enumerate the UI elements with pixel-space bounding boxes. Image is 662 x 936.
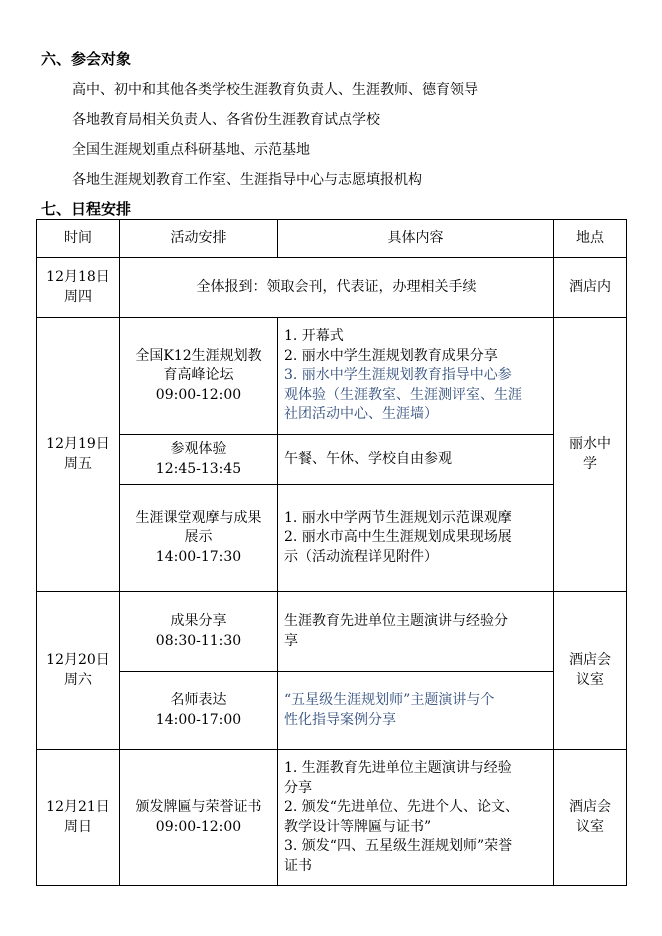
table-row <box>37 592 627 672</box>
attendee-item: 各地教育局相关负责人、各省份生涯教育试点学校 <box>72 112 380 128</box>
activity-time: 08:30-11:30 <box>155 632 242 649</box>
activity-time: 14:00-17:00 <box>155 711 242 728</box>
content-line: 社团活动中心、生涯墙） <box>284 406 438 423</box>
header-content: 具体内容 <box>278 220 554 258</box>
schedule-table <box>36 219 627 886</box>
content-line: “五星级生涯规划师”主题演讲与个 <box>284 692 495 708</box>
content-line: 1. 丽水中学两节生涯规划示范课观摩 <box>284 509 512 526</box>
header-time: 时间 <box>37 220 120 258</box>
place-line: 丽水中 <box>569 436 611 452</box>
content-line: 1. 开幕式 <box>284 328 344 345</box>
content-cell <box>278 750 554 886</box>
activity-time: 14:00-17:30 <box>155 548 242 565</box>
content-cell: 午餐、午休、学校自由参观 <box>278 435 554 485</box>
attendee-item: 各地生涯规划教育工作室、生涯指导中心与志愿填报机构 <box>72 172 422 188</box>
table-row <box>37 672 627 750</box>
date: 12月18日 <box>46 269 110 285</box>
table-row <box>37 318 627 435</box>
date: 12月20日 <box>46 652 110 668</box>
date-cell <box>37 592 120 750</box>
attendee-item: 全国生涯规划重点科研基地、示范基地 <box>72 142 310 158</box>
table-row <box>37 485 627 592</box>
section-title-schedule: 七、日程安排 <box>41 200 132 218</box>
header-place: 地点 <box>554 220 627 258</box>
activity-name: 育高峰论坛 <box>163 367 234 384</box>
weekday: 周六 <box>64 671 92 688</box>
place-line: 酒店会 <box>569 652 611 668</box>
place-line: 酒店会 <box>569 799 611 815</box>
activity-cell <box>120 318 278 435</box>
content-line: 性化指导案例分享 <box>284 711 396 728</box>
table-row <box>37 258 627 318</box>
section-title-attendees: 六、参会对象 <box>41 50 132 68</box>
table-row <box>37 750 627 886</box>
content-line: 3. 丽水中学生涯规划教育指导中心参 <box>284 367 512 384</box>
table-header-row <box>37 220 627 258</box>
activity-name: 名师表达 <box>170 692 227 708</box>
activity-name: 参观体验 <box>170 441 227 457</box>
activity-name: 展示 <box>184 529 213 546</box>
activity-name: 颁发牌匾与荣誉证书 <box>135 799 262 815</box>
content-line: 享 <box>284 632 298 649</box>
weekday: 周五 <box>64 455 92 472</box>
activity-cell <box>120 435 278 485</box>
activity-cell <box>120 592 278 672</box>
content-line: 3. 颁发“四、五星级生涯规划师”荣誉 <box>284 838 513 854</box>
attendee-item: 高中、初中和其他各类学校生涯教育负责人、生涯教师、德育领导 <box>72 82 478 98</box>
date-cell <box>37 750 120 886</box>
place-cell <box>554 592 627 750</box>
place-line: 学 <box>583 455 597 472</box>
header-activity: 活动安排 <box>120 220 278 258</box>
content-line: 观体验（生涯教室、生涯测评室、生涯 <box>284 386 522 403</box>
date-cell <box>37 258 120 318</box>
place-cell <box>554 750 627 886</box>
content-cell <box>278 592 554 672</box>
content-cell <box>278 672 554 750</box>
date: 12月19日 <box>46 436 110 452</box>
place-line: 议室 <box>576 818 604 835</box>
date: 12月21日 <box>46 799 110 815</box>
activity-name: 生涯课堂观摩与成果 <box>135 509 262 526</box>
activity-cell <box>120 750 278 886</box>
table-row <box>37 435 627 485</box>
content-line: 证书 <box>284 857 312 874</box>
activity-time: 09:00-12:00 <box>155 386 242 403</box>
place-line: 议室 <box>576 671 604 688</box>
content-line: 生涯教育先进单位主题演讲与经验分 <box>284 613 508 629</box>
place-cell: 酒店内 <box>554 258 627 318</box>
content-cell <box>278 318 554 435</box>
activity-cell <box>120 672 278 750</box>
place-cell <box>554 318 627 592</box>
content-line: 教学设计等牌匾与证书” <box>284 818 432 835</box>
content-line: 示（活动流程详见附件） <box>284 548 438 565</box>
date-cell <box>37 318 120 592</box>
registration-content: 全体报到：领取会刊，代表证，办理相关手续 <box>120 258 554 318</box>
content-line: 2. 丽水中学生涯规划教育成果分享 <box>284 347 498 364</box>
content-line: 2. 颁发“先进单位、先进个人、论文、 <box>284 799 519 815</box>
weekday: 周日 <box>64 818 92 835</box>
activity-time: 12:45-13:45 <box>155 460 242 477</box>
weekday: 周四 <box>64 288 92 305</box>
content-cell <box>278 485 554 592</box>
content-line: 1. 生涯教育先进单位主题演讲与经验 <box>284 760 512 776</box>
activity-name: 成果分享 <box>170 613 227 629</box>
content-line: 2. 丽水市高中生生涯规划成果现场展 <box>284 529 512 546</box>
activity-cell <box>120 485 278 592</box>
activity-time: 09:00-12:00 <box>155 818 242 835</box>
activity-name: 全国K12生涯规划教 <box>135 347 262 364</box>
content-line: 分享 <box>284 779 312 796</box>
